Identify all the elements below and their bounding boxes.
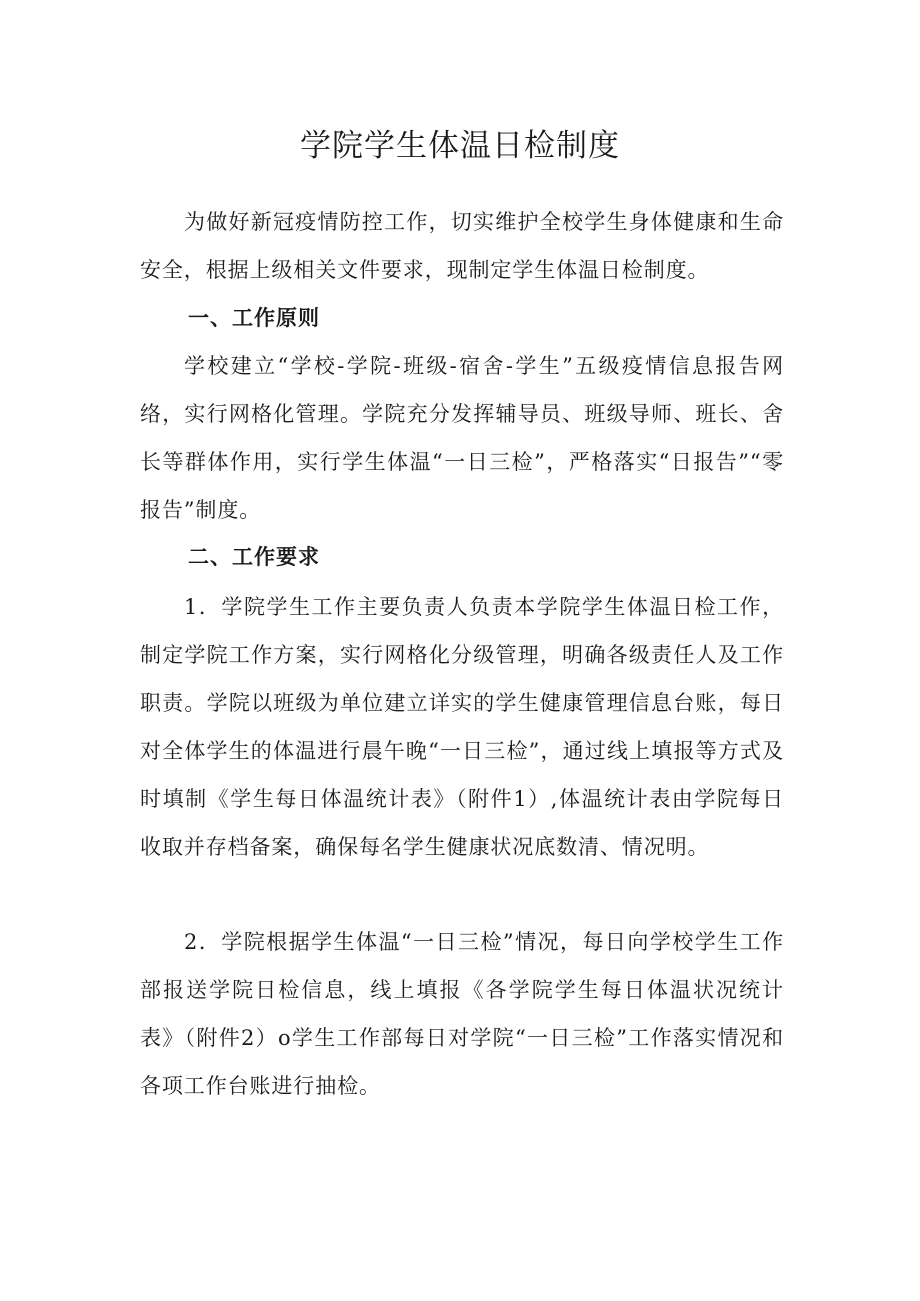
intro-paragraph: 为做好新冠疫情防控工作，切实维护全校学生身体健康和生命安全，根据上级相关文件要求，现制定学生体温日检制度。 [140, 210, 784, 282]
requirement-item-2: 2．学院根据学生体温“一日三检”情况，每日向学校学生工作部报送学院日检信息，线上填报《各学院学生每日体温状况统计表》（附件2）o学生工作部每日对学院“一日三检”工作落实情况和各项工作台账进行抽检。 [140, 930, 784, 1098]
principles-paragraph: 学校建立“学校-学院-班级-宿舍-学生”五级疫情信息报告网络，实行网格化管理。学院充分发挥辅导员、班级导师、班长、舍长等群体作用，实行学生体温“一日三检”，严格落实“日报告”“零报告”制度。 [140, 354, 784, 522]
document-title: 学院学生体温日检制度 [300, 128, 620, 164]
section-heading-principles: 一、工作原则 [188, 306, 320, 330]
requirement-item-1: 1．学院学生工作主要负责人负责本学院学生体温日检工作，制定学院工作方案，实行网格化分级管理，明确各级责任人及工作职责。学院以班级为单位建立详实的学生健康管理信息台账，每日对全体学生的体温进行晨午晚“一日三检”，通过线上填报等方式及时填制《学生每日体温统计表》（附件1）,体温统计表由学院每日收取并存档备案，确保每名学生健康状况底数清、情况明。 [140, 595, 784, 859]
section-heading-requirements: 二、工作要求 [188, 545, 320, 569]
